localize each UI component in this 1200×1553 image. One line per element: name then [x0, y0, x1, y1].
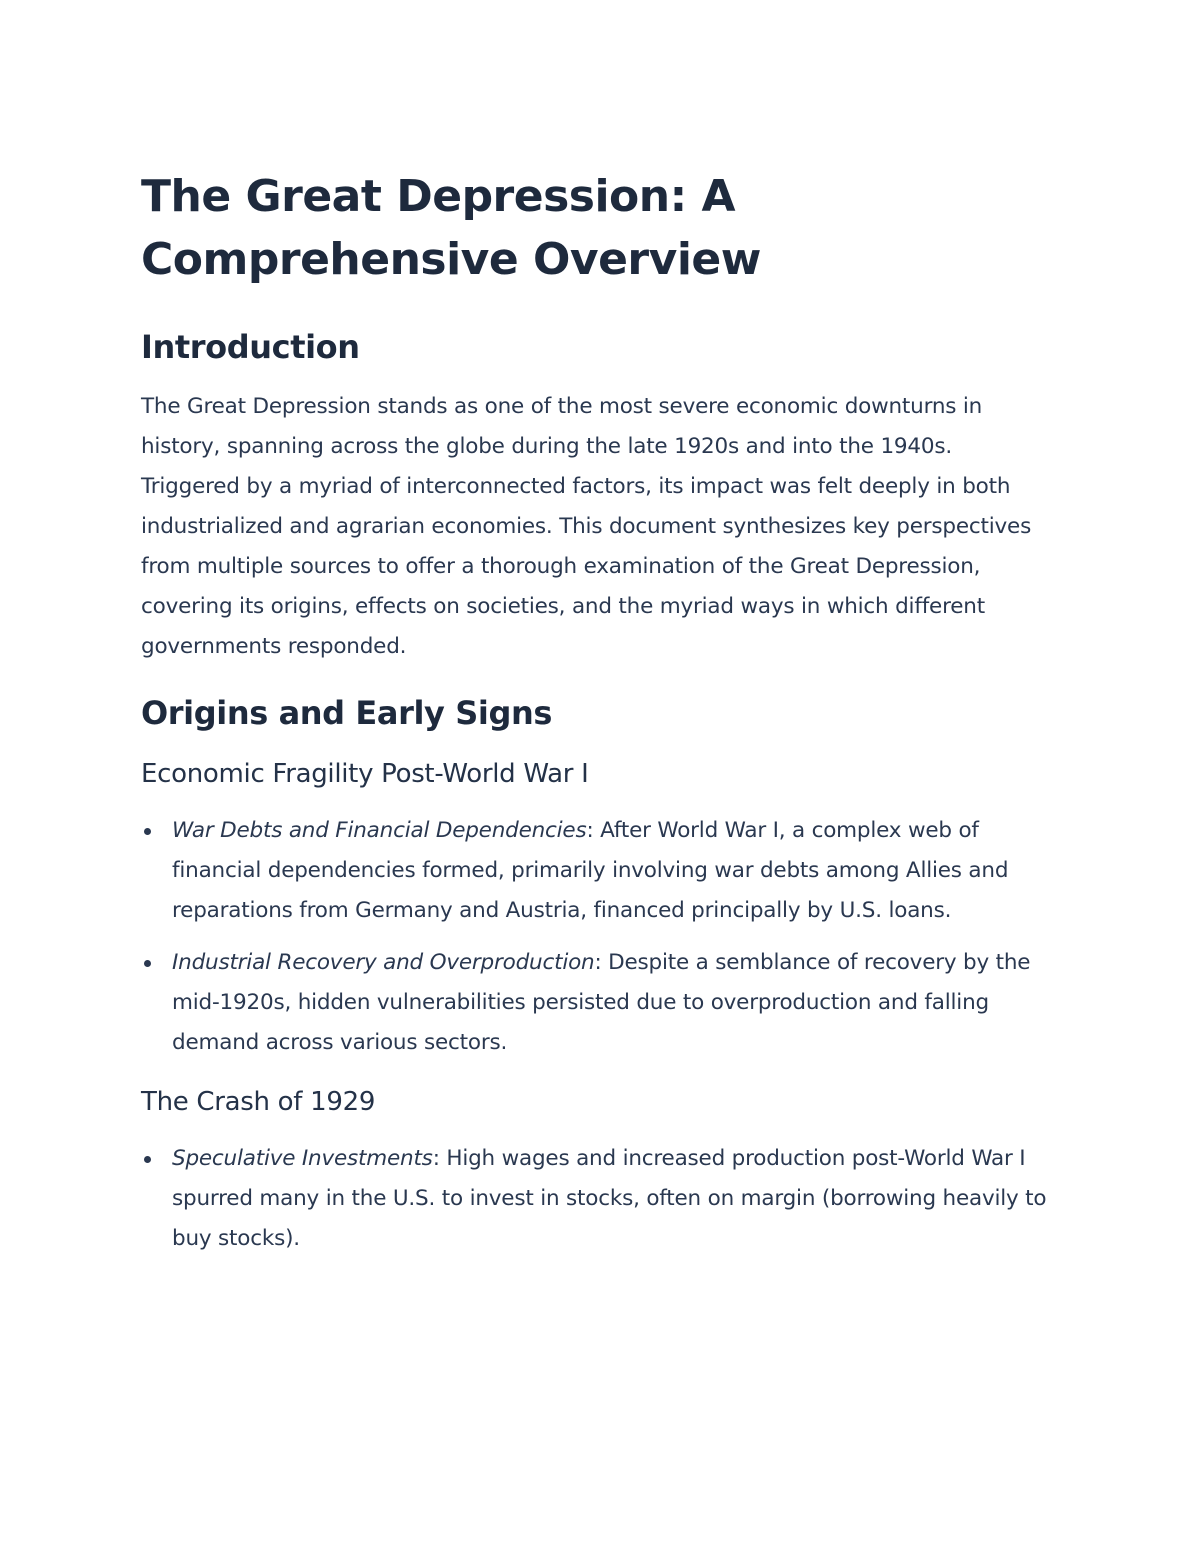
document-title: The Great Depression: A Comprehensive Overview	[141, 171, 761, 285]
bullet-text: : Despite a semblance of recovery by the mid-1920s, hidden vulnerabilities persisted due to overproduction and falling demand across various sectors.	[172, 950, 1031, 1055]
introduction-paragraph: The Great Depression stands as one of the most severe economic downturns in history, spanning across the globe during the late 1920s and into the 1940s. Triggered by a myriad of interconnected factors, its impact was felt deeply in both industrialized and agrarian economies. This document synthesizes key perspectives from multiple sources to offer a thorough examination of the Great Depression, covering its origins, effects on societies, and the myriad ways in which different governments responded.	[141, 394, 1032, 659]
bullet-text: : High wages and increased production post-World War I spurred many in the U.S. to invest in stocks, often on margin (borrowing heavily to buy stocks).	[172, 1146, 1047, 1251]
subsection-heading-economic-fragility: Economic Fragility Post-World War I	[141, 759, 589, 789]
bullet-term: War Debts and Financial Dependencies	[172, 818, 587, 843]
subsection-heading-crash-1929: The Crash of 1929	[141, 1087, 376, 1117]
section-heading-introduction: Introduction	[141, 328, 360, 366]
bullet-dot-icon	[144, 960, 151, 967]
bullet-term: Speculative Investments	[172, 1146, 433, 1171]
section-heading-origins: Origins and Early Signs	[141, 694, 552, 732]
bullet-dot-icon	[144, 828, 151, 835]
bullet-term: Industrial Recovery and Overproduction	[172, 950, 595, 975]
list-item	[141, 811, 1056, 931]
bullet-list-crash-1929	[141, 1139, 1056, 1259]
list-item	[141, 1139, 1056, 1259]
bullet-text: : After World War I, a complex web of financial dependencies formed, primarily involving war debts among Allies and reparations from Germany and Austria, financed principally by U.S. loans.	[172, 818, 1009, 923]
bullet-list-economic-fragility	[141, 811, 1056, 1063]
bullet-dot-icon	[144, 1156, 151, 1163]
list-item	[141, 943, 1056, 1063]
